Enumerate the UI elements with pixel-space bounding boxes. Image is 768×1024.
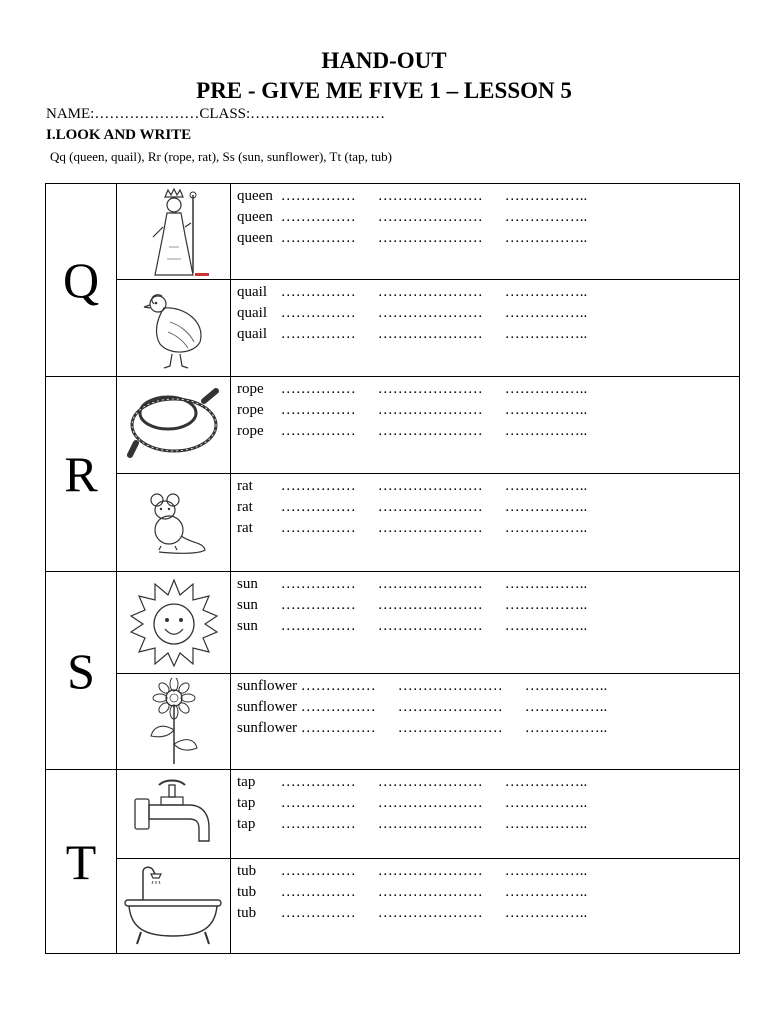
letter-s: S: [46, 572, 117, 770]
writing-line[interactable]: rat …………… ………………… ……………..: [237, 478, 588, 494]
writing-cell[interactable]: [231, 474, 740, 572]
writing-line[interactable]: quail …………… ………………… ……………..: [237, 305, 588, 321]
name-class-line[interactable]: NAME:…………………CLASS:………………………: [46, 106, 386, 122]
writing-line[interactable]: queen …………… ………………… ……………..: [237, 209, 588, 225]
sun-icon: [129, 578, 219, 668]
writing-line[interactable]: quail …………… ………………… ……………..: [237, 326, 588, 342]
writing-line[interactable]: sunflower …………… ………………… ……………..: [237, 720, 608, 736]
writing-line[interactable]: rope …………… ………………… ……………..: [237, 402, 588, 418]
writing-cell[interactable]: [231, 184, 740, 280]
writing-cell[interactable]: [231, 280, 740, 377]
table-row: [46, 572, 740, 674]
page-title: HAND-OUT: [321, 48, 447, 73]
table-row: [46, 280, 740, 377]
writing-cell[interactable]: [231, 572, 740, 674]
queen-icon: [139, 187, 209, 277]
writing-line[interactable]: quail …………… ………………… ……………..: [237, 284, 588, 300]
quail-icon: [134, 286, 214, 371]
lesson-title: PRE - GIVE ME FIVE 1 – LESSON 5: [196, 78, 572, 103]
section-heading: I.LOOK AND WRITE: [46, 127, 192, 143]
writing-line[interactable]: tap …………… ………………… ……………..: [237, 795, 588, 811]
rope-icon: [124, 383, 224, 468]
writing-line[interactable]: sunflower …………… ………………… ……………..: [237, 699, 608, 715]
writing-line[interactable]: rope …………… ………………… ……………..: [237, 423, 588, 439]
writing-line[interactable]: sun …………… ………………… ……………..: [237, 576, 588, 592]
writing-cell[interactable]: [231, 770, 740, 859]
picture-cell: [117, 377, 231, 474]
writing-line[interactable]: queen …………… ………………… ……………..: [237, 188, 588, 204]
writing-line[interactable]: sunflower …………… ………………… ……………..: [237, 678, 608, 694]
writing-line[interactable]: tap …………… ………………… ……………..: [237, 816, 588, 832]
letter-r: R: [46, 377, 117, 572]
picture-cell: [117, 572, 231, 674]
tap-icon: [131, 777, 216, 852]
table-row: [46, 377, 740, 474]
writing-line[interactable]: queen …………… ………………… ……………..: [237, 230, 588, 246]
writing-cell[interactable]: [231, 674, 740, 770]
rat-icon: [139, 488, 209, 558]
writing-line[interactable]: tub …………… ………………… ……………..: [237, 863, 588, 879]
table-row: [46, 859, 740, 954]
table-row: [46, 674, 740, 770]
bathtub-icon: [121, 864, 226, 949]
picture-cell: [117, 674, 231, 770]
table-row: [46, 770, 740, 859]
picture-cell: [117, 474, 231, 572]
table-row: [46, 184, 740, 280]
vocabulary-list: Qq (queen, quail), Rr (rope, rat), Ss (sun, sunflower), Tt (tap, tub): [50, 149, 393, 164]
writing-line[interactable]: rat …………… ………………… ……………..: [237, 499, 588, 515]
writing-line[interactable]: sun …………… ………………… ……………..: [237, 597, 588, 613]
sunflower-icon: [139, 678, 209, 766]
worksheet-table: [45, 183, 740, 954]
writing-line[interactable]: tap …………… ………………… ……………..: [237, 774, 588, 790]
letter-t: T: [46, 770, 117, 954]
writing-line[interactable]: tub …………… ………………… ……………..: [237, 905, 588, 921]
writing-cell[interactable]: [231, 377, 740, 474]
picture-cell: [117, 280, 231, 377]
picture-cell: [117, 770, 231, 859]
picture-cell: [117, 859, 231, 954]
table-row: [46, 474, 740, 572]
writing-line[interactable]: rat …………… ………………… ……………..: [237, 520, 588, 536]
picture-cell: [117, 184, 231, 280]
writing-line[interactable]: sun …………… ………………… ……………..: [237, 618, 588, 634]
writing-cell[interactable]: [231, 859, 740, 954]
writing-line[interactable]: rope …………… ………………… ……………..: [237, 381, 588, 397]
writing-line[interactable]: tub …………… ………………… ……………..: [237, 884, 588, 900]
letter-q: Q: [46, 184, 117, 377]
